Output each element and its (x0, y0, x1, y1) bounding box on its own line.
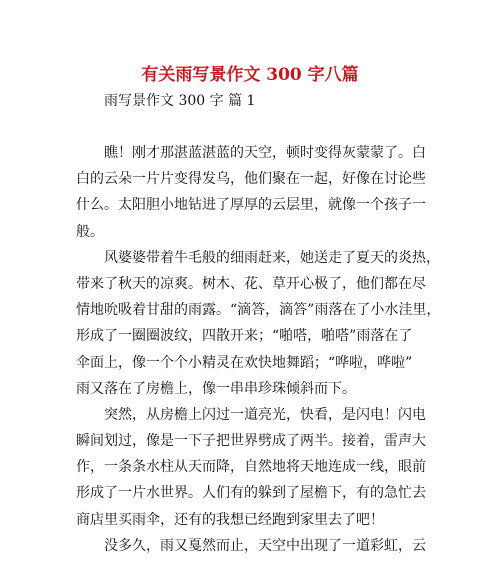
text-line: 般。 (76, 223, 104, 240)
text-line: 商店里买雨伞，还有的我想已经跑到家里去了吧！ (76, 511, 384, 528)
text-line: 形成了一片水世界。人们有的躲到了屋檐下，有的急忙去 (76, 485, 426, 502)
text-line: 什么。太阳胆小地钻进了厚厚的云层里，就像一个孩子一 (76, 197, 426, 214)
text-line: 没多久，雨又戛然而止，天空中出现了一道彩虹，云 (104, 537, 426, 554)
text-line: 带来了秋天的凉爽。树木、花、草开心极了，他们都在尽 (76, 275, 426, 292)
text-line: 瞧！刚才那湛蓝湛蓝的天空，顿时变得灰蒙蒙了。白 (104, 145, 426, 161)
text-line: 情地吮吸着甘甜的雨露。“滴答，滴答”雨落在了小水洼里， (76, 302, 441, 319)
text-line: 雨又落在了房檐上，像一串串珍珠倾斜而下。 (76, 380, 356, 397)
document-title: 有关雨写景作文 300 字八篇 (141, 65, 359, 85)
text-line: 伞面上，像一个个小精灵在欢快地舞蹈；“哗啦，哗啦” (76, 354, 413, 371)
text-line: 作，一条条水柱从天而降，自然地将天地连成一线，眼前 (76, 459, 426, 476)
text-line: 瞬间划过，像是一下子把世界劈成了两半。接着，雷声大 (76, 433, 426, 450)
essay-subtitle: 雨写景作文 300 字 篇 1 (104, 93, 256, 109)
essay-body (76, 140, 441, 559)
text-line: 风婆婆带着牛毛般的细雨赶来，她送走了夏天的炎热， (104, 249, 440, 266)
text-line: 白的云朵一片片变得发乌，他们聚在一起，好像在讨论些 (76, 171, 426, 188)
text-line: 突然，从房檐上闪过一道亮光，快看，是闪电！闪电 (104, 406, 426, 423)
text-line: 形成了一圈圈波纹，四散开来；“啪嗒，啪嗒”雨落在了 (76, 328, 413, 345)
